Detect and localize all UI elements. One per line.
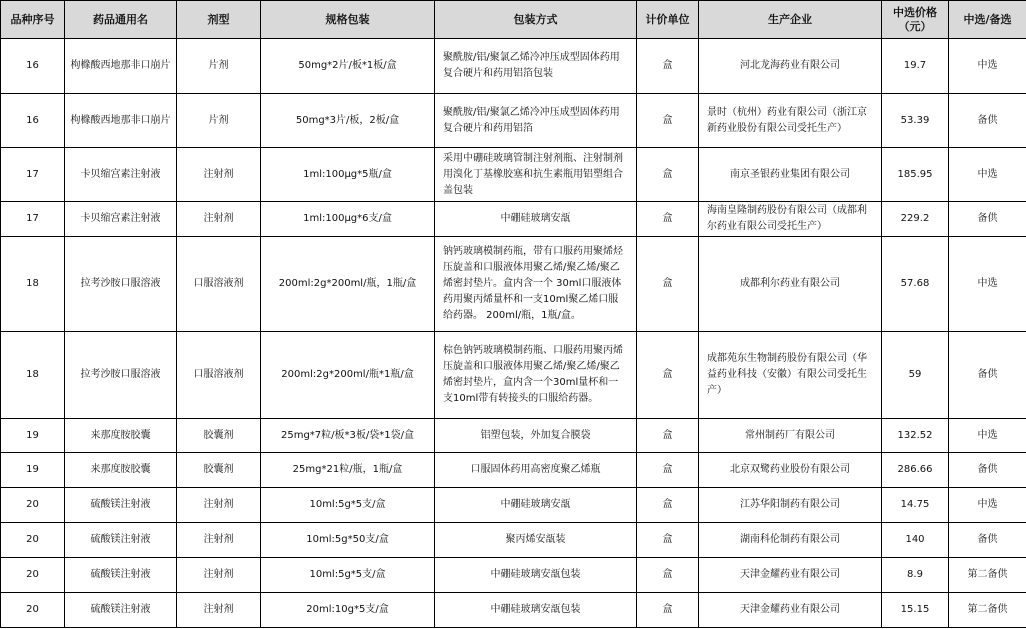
cell-dosage-form: 注射剂 (177, 558, 261, 593)
cell-seq: 20 (1, 488, 65, 523)
cell-packaging: 口服固体药用高密度聚乙烯瓶 (435, 453, 637, 488)
cell-seq: 18 (1, 332, 65, 419)
cell-seq: 18 (1, 237, 65, 332)
cell-dosage-form: 注射剂 (177, 593, 261, 628)
cell-seq: 19 (1, 453, 65, 488)
table-row (1, 593, 1026, 628)
cell-price: 229.2 (882, 202, 949, 237)
table-row (1, 237, 1026, 332)
cell-packaging: 聚酰胺/铝/聚氯乙烯冷冲压成型固体药用复合硬片和药用铝箔 (435, 94, 637, 148)
cell-packaging: 中硼硅玻璃安瓿 (435, 488, 637, 523)
cell-dosage-form: 注射剂 (177, 488, 261, 523)
cell-manufacturer: 江苏华阳制药有限公司 (699, 488, 882, 523)
cell-packaging: 中硼硅玻璃安瓿包装 (435, 593, 637, 628)
cell-manufacturer: 湖南科伦制药有限公司 (699, 523, 882, 558)
cell-manufacturer: 南京圣银药业集团有限公司 (699, 148, 882, 202)
cell-spec: 50mg*2片/板*1板/盒 (261, 39, 435, 94)
cell-status: 备供 (949, 453, 1026, 488)
cell-seq: 16 (1, 94, 65, 148)
cell-packaging: 棕色钠钙玻璃模制药瓶、口服药用聚丙烯压旋盖和口服液体用聚乙烯/聚乙烯/聚乙烯密封垫片，盒内含一个30ml量杯和一支10ml带有转接头的口服给药器。 (435, 332, 637, 419)
cell-unit: 盒 (637, 419, 699, 453)
table-row (1, 39, 1026, 94)
cell-manufacturer: 天津金耀药业有限公司 (699, 593, 882, 628)
cell-price: 8.9 (882, 558, 949, 593)
cell-status: 备供 (949, 202, 1026, 237)
table-row (1, 202, 1026, 237)
table-row (1, 94, 1026, 148)
cell-status: 中选 (949, 488, 1026, 523)
cell-drug-name: 枸橼酸西地那非口崩片 (65, 39, 177, 94)
cell-status: 中选 (949, 39, 1026, 94)
cell-drug-name: 来那度胺胶囊 (65, 453, 177, 488)
cell-unit: 盒 (637, 453, 699, 488)
cell-dosage-form: 片剂 (177, 94, 261, 148)
table-row (1, 558, 1026, 593)
cell-spec: 10ml:5g*5支/盒 (261, 488, 435, 523)
cell-dosage-form: 片剂 (177, 39, 261, 94)
cell-status: 备供 (949, 332, 1026, 419)
cell-drug-name: 枸橼酸西地那非口崩片 (65, 94, 177, 148)
cell-seq: 19 (1, 419, 65, 453)
cell-seq: 17 (1, 148, 65, 202)
cell-dosage-form: 注射剂 (177, 148, 261, 202)
header-price: 中选价格（元） (882, 1, 949, 39)
cell-status: 备供 (949, 94, 1026, 148)
cell-dosage-form: 口服溶液剂 (177, 237, 261, 332)
cell-packaging: 聚丙烯安瓿装 (435, 523, 637, 558)
cell-status: 中选 (949, 148, 1026, 202)
cell-spec: 20ml:10g*5支/盒 (261, 593, 435, 628)
cell-price: 57.68 (882, 237, 949, 332)
cell-unit: 盒 (637, 523, 699, 558)
cell-unit: 盒 (637, 94, 699, 148)
cell-spec: 25mg*7粒/板*3板/袋*1袋/盒 (261, 419, 435, 453)
cell-drug-name: 硫酸镁注射液 (65, 558, 177, 593)
header-drug-name: 药品通用名 (65, 1, 177, 39)
cell-price: 286.66 (882, 453, 949, 488)
cell-price: 53.39 (882, 94, 949, 148)
cell-unit: 盒 (637, 332, 699, 419)
cell-seq: 16 (1, 39, 65, 94)
cell-manufacturer: 河北龙海药业有限公司 (699, 39, 882, 94)
cell-packaging: 铝塑包装，外加复合膜袋 (435, 419, 637, 453)
cell-packaging: 中硼硅玻璃安瓿包装 (435, 558, 637, 593)
cell-dosage-form: 口服溶液剂 (177, 332, 261, 419)
cell-seq: 17 (1, 202, 65, 237)
cell-status: 第二备供 (949, 558, 1026, 593)
table-row (1, 523, 1026, 558)
cell-spec: 50mg*3片/板，2板/盒 (261, 94, 435, 148)
cell-drug-name: 来那度胺胶囊 (65, 419, 177, 453)
cell-status: 中选 (949, 237, 1026, 332)
cell-drug-name: 硫酸镁注射液 (65, 593, 177, 628)
cell-manufacturer: 常州制药厂有限公司 (699, 419, 882, 453)
table-row (1, 488, 1026, 523)
cell-spec: 10ml:5g*5支/盒 (261, 558, 435, 593)
cell-dosage-form: 胶囊剂 (177, 453, 261, 488)
cell-unit: 盒 (637, 488, 699, 523)
table-row (1, 419, 1026, 453)
cell-unit: 盒 (637, 202, 699, 237)
cell-dosage-form: 注射剂 (177, 202, 261, 237)
cell-manufacturer: 景时（杭州）药业有限公司（浙江京新药业股份有限公司受托生产） (699, 94, 882, 148)
cell-seq: 20 (1, 523, 65, 558)
cell-drug-name: 拉考沙胺口服溶液 (65, 332, 177, 419)
cell-manufacturer: 成都苑东生物制药股份有限公司（华益药业科技（安徽）有限公司受托生产） (699, 332, 882, 419)
cell-price: 140 (882, 523, 949, 558)
cell-seq: 20 (1, 593, 65, 628)
header-row (1, 1, 1026, 39)
cell-packaging: 采用中硼硅玻璃管制注射剂瓶、注射制剂用溴化丁基橡胶塞和抗生素瓶用铝塑组合盖包装 (435, 148, 637, 202)
cell-manufacturer: 成都利尔药业有限公司 (699, 237, 882, 332)
cell-spec: 1ml:100μg*6支/盒 (261, 202, 435, 237)
cell-spec: 1ml:100μg*5瓶/盒 (261, 148, 435, 202)
cell-price: 14.75 (882, 488, 949, 523)
cell-price: 19.7 (882, 39, 949, 94)
cell-status: 中选 (949, 419, 1026, 453)
header-status: 中选/备选 (949, 1, 1026, 39)
table-row (1, 332, 1026, 419)
table-row (1, 148, 1026, 202)
header-dosage-form: 剂型 (177, 1, 261, 39)
cell-spec: 25mg*21粒/瓶，1瓶/盒 (261, 453, 435, 488)
cell-unit: 盒 (637, 39, 699, 94)
cell-drug-name: 硫酸镁注射液 (65, 523, 177, 558)
cell-spec: 200ml:2g*200ml/瓶*1瓶/盒 (261, 332, 435, 419)
cell-price: 59 (882, 332, 949, 419)
cell-price: 185.95 (882, 148, 949, 202)
cell-spec: 200ml:2g*200ml/瓶，1瓶/盒 (261, 237, 435, 332)
header-seq: 品种序号 (1, 1, 65, 39)
cell-manufacturer: 北京双鹭药业股份有限公司 (699, 453, 882, 488)
cell-manufacturer: 海南皇隆制药股份有限公司（成都利尔药业有限公司受托生产） (699, 202, 882, 237)
cell-unit: 盒 (637, 593, 699, 628)
cell-unit: 盒 (637, 148, 699, 202)
cell-dosage-form: 注射剂 (177, 523, 261, 558)
cell-drug-name: 硫酸镁注射液 (65, 488, 177, 523)
cell-drug-name: 卡贝缩宫素注射液 (65, 202, 177, 237)
cell-packaging: 中硼硅玻璃安瓿 (435, 202, 637, 237)
cell-drug-name: 拉考沙胺口服溶液 (65, 237, 177, 332)
cell-price: 132.52 (882, 419, 949, 453)
cell-price: 15.15 (882, 593, 949, 628)
cell-unit: 盒 (637, 558, 699, 593)
cell-seq: 20 (1, 558, 65, 593)
header-unit: 计价单位 (637, 1, 699, 39)
cell-unit: 盒 (637, 237, 699, 332)
table-row (1, 453, 1026, 488)
cell-packaging: 聚酰胺/铝/聚氯乙烯冷冲压成型固体药用复合硬片和药用铝箔包装 (435, 39, 637, 94)
cell-packaging: 钠钙玻璃模制药瓶，带有口服药用聚烯烃压旋盖和口服液体用聚乙烯/聚乙烯/聚乙烯密封垫片。盒内含一个 30ml口服液体药用聚丙烯量杯和一支10ml聚乙烯口服给药器。 200ml/瓶，1瓶/盒。 (435, 237, 637, 332)
cell-dosage-form: 胶囊剂 (177, 419, 261, 453)
cell-manufacturer: 天津金耀药业有限公司 (699, 558, 882, 593)
cell-drug-name: 卡贝缩宫素注射液 (65, 148, 177, 202)
cell-spec: 10ml:5g*50支/盒 (261, 523, 435, 558)
header-spec: 规格包装 (261, 1, 435, 39)
cell-status: 第二备供 (949, 593, 1026, 628)
header-manufacturer: 生产企业 (699, 1, 882, 39)
header-packaging: 包装方式 (435, 1, 637, 39)
cell-status: 备供 (949, 523, 1026, 558)
